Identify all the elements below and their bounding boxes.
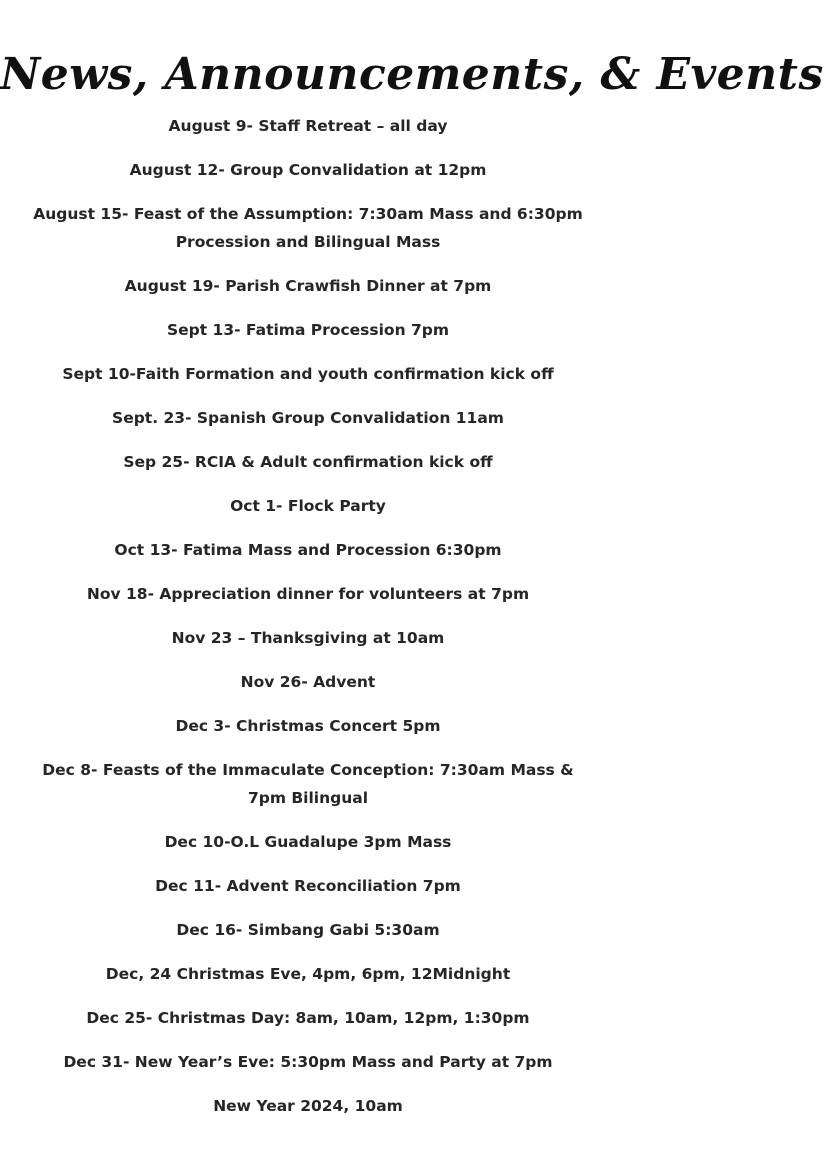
event-item: August 12- Group Convalidation at 12pm xyxy=(129,161,487,179)
event-item: Oct 1- Flock Party xyxy=(230,497,386,515)
event-item: Dec 11- Advent Reconciliation 7pm xyxy=(155,877,461,895)
event-item: Dec 16- Simbang Gabi 5:30am xyxy=(176,921,440,939)
event-item: Dec 31- New Year’s Eve: 5:30pm Mass and Party at 7pm xyxy=(63,1053,553,1071)
page-title: News, Announcements, & Events xyxy=(0,49,824,101)
event-item: Sept 13- Fatima Procession 7pm xyxy=(166,321,450,339)
event-item: Dec, 24 Christmas Eve, 4pm, 6pm, 12Midnight xyxy=(105,965,511,983)
event-item: Nov 26- Advent xyxy=(240,673,376,691)
event-item: August 15- Feast of the Assumption: 7:30am Mass and 6:30pm Procession and Bilingual Mass xyxy=(33,205,583,251)
events-list xyxy=(0,112,616,1136)
event-item: Sept 10-Faith Formation and youth confirmation kick off xyxy=(62,365,554,383)
event-item: Dec 10-O.L Guadalupe 3pm Mass xyxy=(164,833,452,851)
event-item: August 19- Parish Crawfish Dinner at 7pm xyxy=(124,277,492,295)
event-item: Sep 25- RCIA & Adult confirmation kick off xyxy=(123,453,493,471)
event-item: Dec 3- Christmas Concert 5pm xyxy=(175,717,441,735)
event-item: New Year 2024, 10am xyxy=(213,1097,403,1115)
event-item: Sept. 23- Spanish Group Convalidation 11am xyxy=(112,409,504,427)
event-item: Dec 25- Christmas Day: 8am, 10am, 12pm, 1:30pm xyxy=(86,1009,530,1027)
event-item: Nov 23 – Thanksgiving at 10am xyxy=(171,629,445,647)
event-item: Dec 8- Feasts of the Immaculate Conception: 7:30am Mass & 7pm Bilingual xyxy=(42,761,574,807)
event-item: Nov 18- Appreciation dinner for volunteers at 7pm xyxy=(86,585,530,603)
event-item: Oct 13- Fatima Mass and Procession 6:30pm xyxy=(114,541,502,559)
event-item: August 9- Staff Retreat – all day xyxy=(168,117,448,135)
